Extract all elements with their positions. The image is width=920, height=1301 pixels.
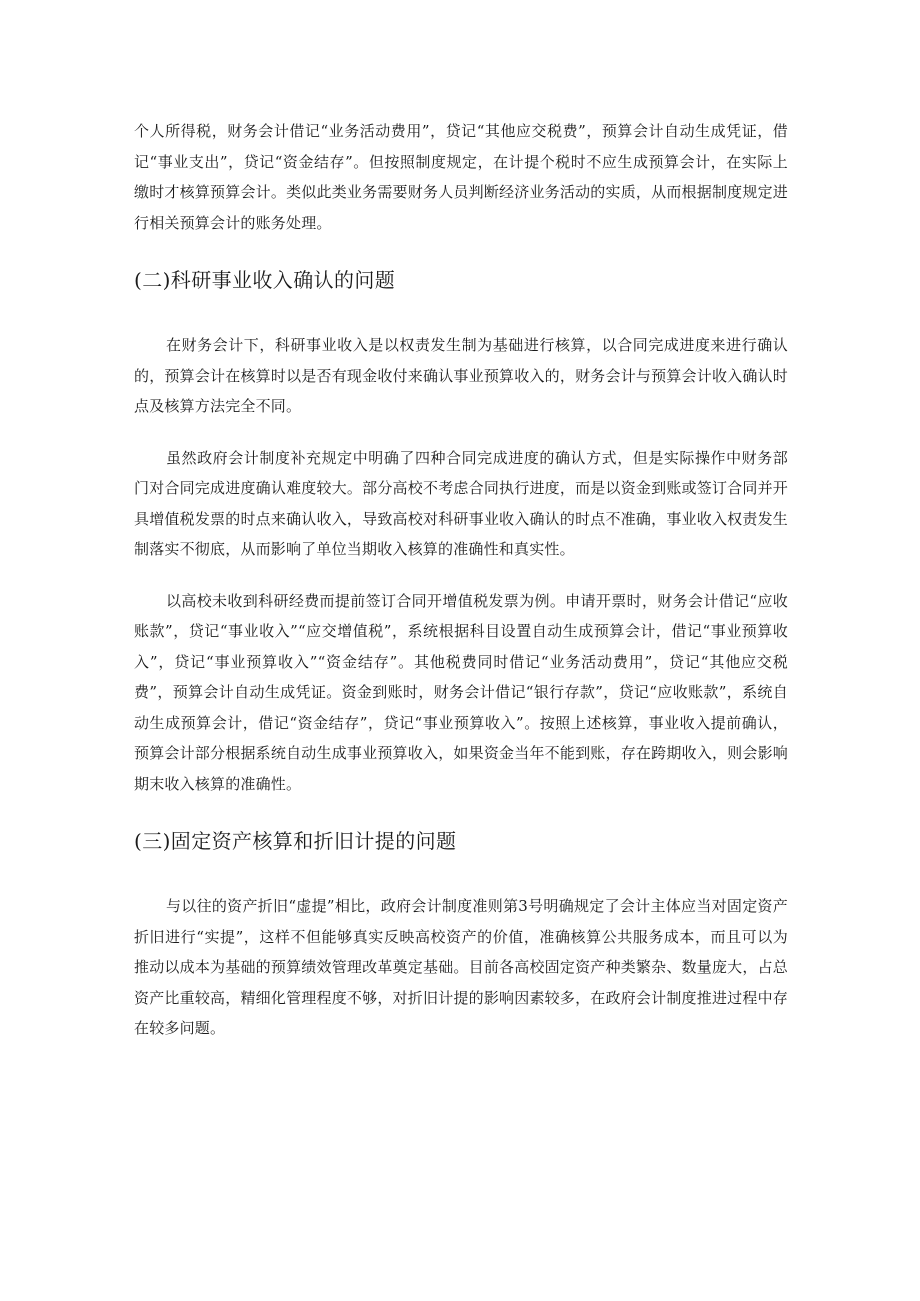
paragraph-research-income-recognition: 在财务会计下，科研事业收入是以权责发生制为基础进行核算，以合同完成进度来进行确认的，预算会计在核算时以是否有现金收付来确认事业预算收入的，财务会计与预算会计收入确认时点及核算方法完全不同。 [134, 336, 788, 415]
section-heading-research-income: (二)科研事业收入确认的问题 [134, 268, 396, 292]
section-heading-fixed-assets: (三)固定资产核算和折旧计提的问题 [134, 829, 457, 853]
paragraph-depreciation: 与以往的资产折旧“虚提”相比，政府会计制度准则第3号明确规定了会计主体应当对固定资产折旧进行“实提”，这样不但能够真实反映高校资产的价值，准确核算公共服务成本，而且可以为推动以成本为基础的预算绩效管理改革奠定基础。目前各高校固定资产种类繁杂、数量庞大，占总资产比重较高，精细化管理程度不够，对折旧计提的影响因素较多，在政府会计制度推进过程中存在较多问题。 [134, 897, 788, 1037]
document-page [134, 116, 788, 1044]
paragraph-invoice-example: 以高校未收到科研经费而提前签订合同开增值税发票为例。申请开票时，财务会计借记“应收账款”，贷记“事业收入”“应交增值税”，系统根据科目设置自动生成预算会计，借记“事业预算收入”，贷记“事业预算收入”“资金结存”。其他税费同时借记“业务活动费用”，贷记“其他应交税费”，预算会计自动生成凭证。资金到账时，财务会计借记“银行存款”，贷记“应收账款”，系统自动生成预算会计，借记“资金结存”，贷记“事业预算收入”。按照上述核算，事业收入提前确认，预算会计部分根据系统自动生成事业预算收入，如果资金当年不能到账，存在跨期收入，则会影响期末收入核算的准确性。 [134, 591, 788, 793]
paragraph-contract-progress: 虽然政府会计制度补充规定中明确了四种合同完成进度的确认方式，但是实际操作中财务部门对合同完成进度确认难度较大。部分高校不考虑合同执行进度，而是以资金到账或签订合同并开具增值税发票的时点来确认收入，导致高校对科研事业收入确认的时点不准确，事业收入权责发生制落实不彻底，从而影响了单位当期收入核算的准确性和真实性。 [134, 448, 788, 558]
paragraph-personal-income-tax: 个人所得税，财务会计借记“业务活动费用”，贷记“其他应交税费”，预算会计自动生成凭证，借记“事业支出”，贷记“资金结存”。但按照制度规定，在计提个税时不应生成预算会计，在实际上缴时才核算预算会计。类似此类业务需要财务人员判断经济业务活动的实质，从而根据制度规定进行相关预算会计的账务处理。 [134, 122, 788, 232]
